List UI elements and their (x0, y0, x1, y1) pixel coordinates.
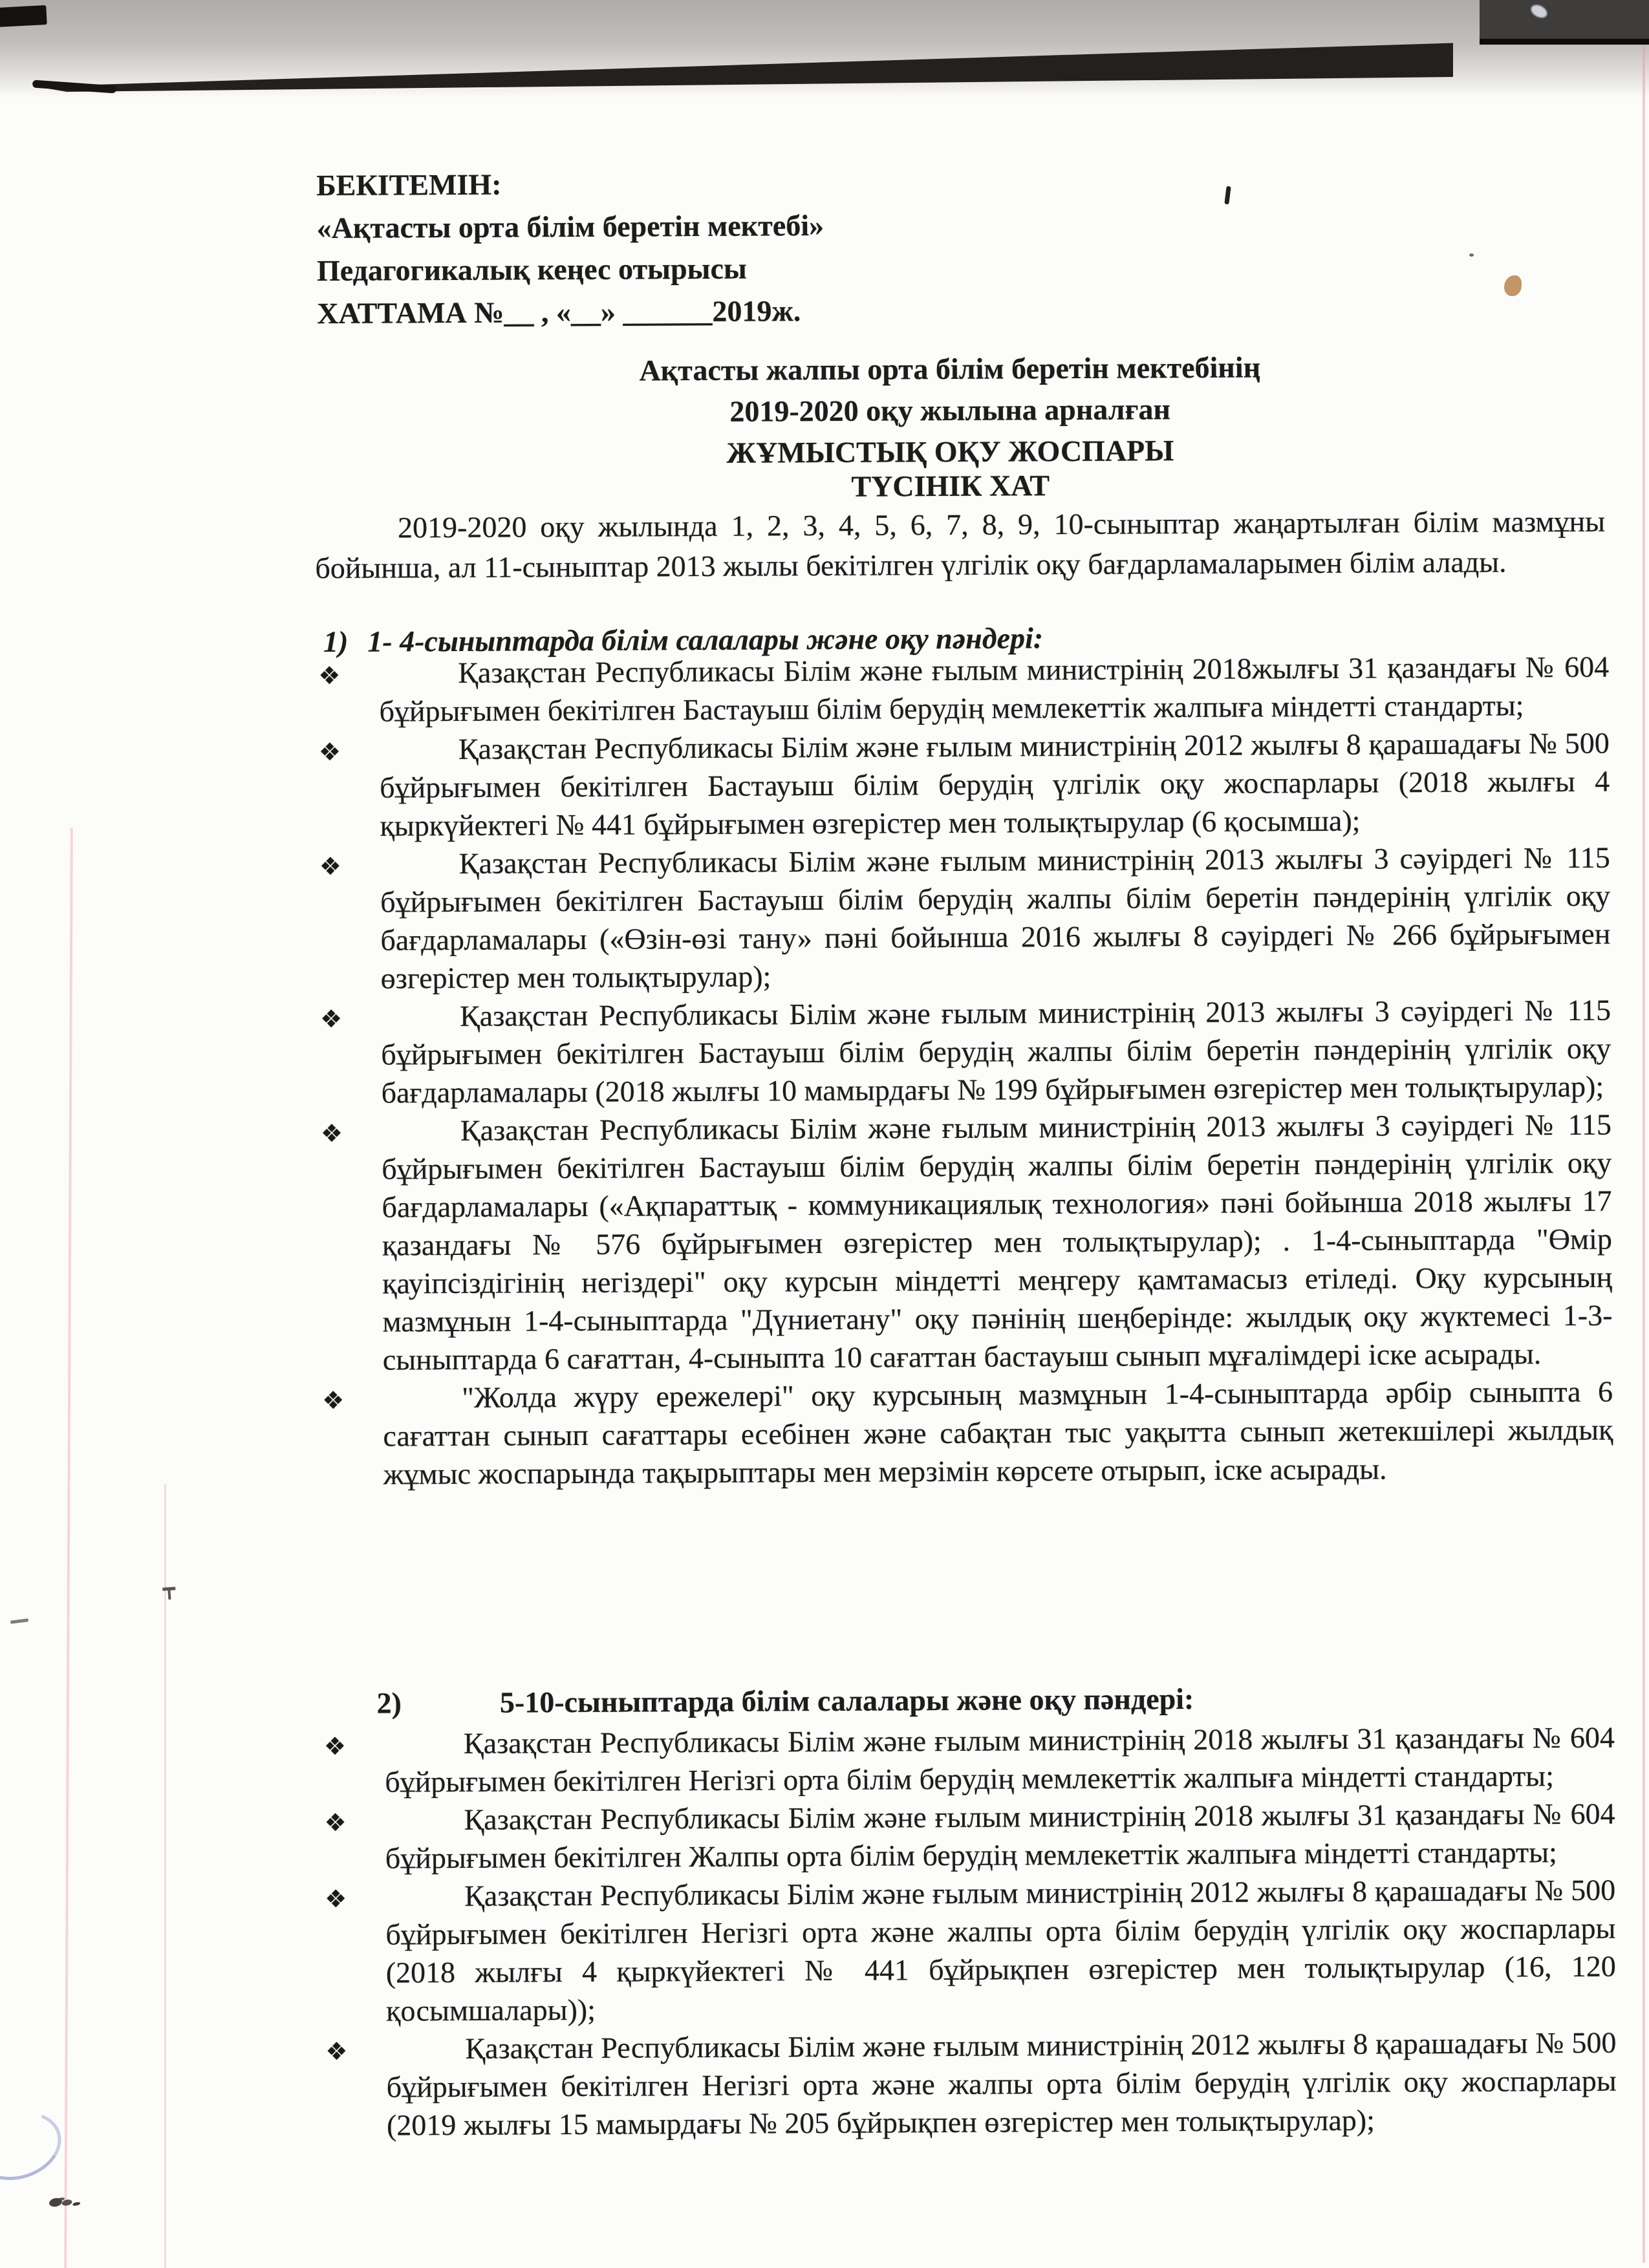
approval-block (316, 162, 824, 335)
bullet-text: Қазақстан Республикасы Білім және ғылым министрінің 2013 жылғы 3 сәуірдегі № 115 бұйрығымен бекітілген Бастауыш білім берудің жалпы білім беретін пәндерінің үлгілік оқу бағдарламалары («Ақпараттық - коммуникациялық технология» пәні бойынша 2018 жылғы 17 қазандағы № 576 бұйрығымен өзгерістер мен толықтырулар); . 1-4-сыныптарда "Өмір қауіпсіздігінің негіздері" оқу курсын міндетті меңгеру қамтамасыз етіледі. Оқу курсының мазмұнын 1-4-сыныптарда "Дүниетану" оқу пәнінің шеңберінде: жылдық оқу жүктемесі 1-3-сыныптарда 6 сағаттан, 4-сыныпта 10 сағаттан бастауыш сынып мұғалімдері іске асырады. (382, 1107, 1613, 1376)
diamond-bullet-icon: ❖ (319, 1004, 343, 1034)
diamond-bullet-icon: ❖ (325, 2037, 348, 2066)
bullet-item (315, 724, 1610, 845)
diamond-bullet-icon: ❖ (318, 737, 341, 767)
title-line-2: 2019-2020 оқу жылына арналған (729, 392, 1171, 428)
title-line-1: Ақтасты жалпы орта білім беретін мектебінің (639, 350, 1261, 387)
section-1-bullets (314, 648, 1613, 1493)
section-1-heading-text: 1- 4-сыныптарда білім салалары және оқу пәндері: (367, 621, 1044, 658)
bullet-text: Қазақстан Республикасы Білім және ғылым министрінің 2018 жылғы 31 қазандағы № 604 бұйрығымен бекітілген Жалпы орта білім берудің мемлекеттік жалпыға міндетті стандарты; (385, 1797, 1615, 1875)
bullet-text: Қазақстан Республикасы Білім және ғылым министрінің 2013 жылғы 3 сәуірдегі № 115 бұйрығымен бекітілген Бастауыш білім берудің жалпы білім беретін пәндерінің үлгілік оқу бағдарламалары (2018 жылғы 10 мамырдағы № 199 бұйрығымен өзгерістер мен толықтырулар); (381, 993, 1611, 1109)
bullet-item (314, 648, 1610, 731)
approval-line-3: Педагогикалық кеңес отырысы (316, 251, 747, 288)
diamond-bullet-icon: ❖ (323, 1731, 347, 1761)
intro-paragraph: 2019-2020 оқу жылында 1, 2, 3, 4, 5, 6, 7, 8, 9, 10-сыныптар жаңартылған білім мазмұны бойынша, ал 11-сыныптар 2013 жылы бекітілген үлгілік оқу бағдарламаларымен білім алады. (315, 504, 1606, 585)
diamond-bullet-icon: ❖ (325, 1884, 347, 1914)
section-2-heading (376, 1682, 1194, 1720)
bullet-text: Қазақстан Республикасы Білім және ғылым министрінің 2012 жылғы 8 қарашадағы № 500 бұйрығымен бекітілген Бастауыш білім берудің үлгілік оқу жоспарлары (2018 жылғы 4 қыркүйектегі № 441 бұйрығымен өзгерістер мен толықтырулар (6 қосымша); (380, 726, 1610, 842)
subtitle: ТҮСІНІК ХАТ (851, 469, 1050, 503)
section-2-number: 2) (376, 1686, 402, 1720)
bullet-text: Қазақстан Республикасы Білім және ғылым министрінің 2012 жылғы 8 қарашадағы № 500 бұйрығымен бекітілген Негізгі орта және жалпы орта білім берудің үлгілік оқу жоспарлары (2019 жылғы 15 мамырдағы № 205 бұйрықпен өзгерістер мен толықтырулар); (386, 2026, 1617, 2142)
bullet-item (321, 2024, 1617, 2145)
diamond-bullet-icon: ❖ (320, 1118, 343, 1148)
bullet-text: "Жолда жүру ережелері" оқу курсының мазмұнын 1-4-сыныптарда әрбір сыныпта 6 сағаттан сынып сағаттары есебінен және сабақтан тыс уақытта сынып жетекшілері жылдық жұмыс жоспарында тақырыптары мен мерзімін көрсете отырып, іске асырады. (383, 1375, 1613, 1491)
title-line-3: ЖҰМЫСТЫҚ ОҚУ ЖОСПАРЫ (726, 434, 1174, 469)
section-2-bullets (320, 1718, 1617, 2145)
document-title (316, 345, 1584, 476)
bullet-text: Қазақстан Республикасы Білім және ғылым министрінің 2012 жылғы 8 қарашадағы № 500 бұйрығымен бекітілген Негізгі орта және жалпы орта білім берудің үлгілік оқу жоспарлары (2018 жылғы 4 қыркүйектегі № 441 бұйрықпен өзгерістер мен толықтырулар (16, 120 қосымшалары)); (385, 1873, 1616, 2027)
bullet-item (320, 1795, 1615, 1878)
diamond-bullet-icon: ❖ (318, 661, 341, 690)
bullet-text: Қазақстан Республикасы Білім және ғылым министрінің 2018жылғы 31 қазандағы № 604 бұйрығымен бекітілген Бастауыш білім берудің мемлекеттік жалпыға міндетті стандарты; (379, 650, 1610, 728)
bullet-item (321, 1871, 1616, 2030)
approval-line-1: БЕКІТЕМІН: (316, 167, 502, 202)
section-2-heading-text: 5-10-сыныптарда білім салалары және оқу пәндері: (499, 1682, 1194, 1719)
diamond-bullet-icon: ❖ (324, 1808, 347, 1837)
bullet-item (320, 1718, 1615, 1801)
section-1-number: 1) (323, 625, 349, 659)
bullet-item (316, 991, 1611, 1112)
bullet-text: Қазақстан Республикасы Білім және ғылым министрінің 2018 жылғы 31 қазандағы № 604 бұйрығымен бекітілген Негізгі орта білім берудің мемлекеттік жалпыға міндетті стандарты; (385, 1720, 1615, 1799)
bullet-text: Қазақстан Республикасы Білім және ғылым министрінің 2013 жылғы 3 сәуірдегі № 115 бұйрығымен бекітілген Бастауыш білім берудің жалпы білім беретін пәндерінің үлгілік оқу бағдарламалары («Өзін-өзі тану» пәні бойынша 2016 жылғы 8 сәуірдегі № 266 бұйрығымен өзгерістер мен толықтырулар); (380, 840, 1611, 995)
bullet-item (318, 1373, 1613, 1493)
bullet-item (317, 1106, 1613, 1379)
diamond-bullet-icon: ❖ (319, 851, 342, 881)
approval-line-2: «Ақтасты орта білім беретін мектебі» (316, 208, 824, 245)
diamond-bullet-icon: ❖ (322, 1385, 345, 1415)
bullet-item (316, 839, 1611, 998)
approval-line-4: ХАТТАМА №__ , «__» ______2019ж. (317, 294, 801, 330)
